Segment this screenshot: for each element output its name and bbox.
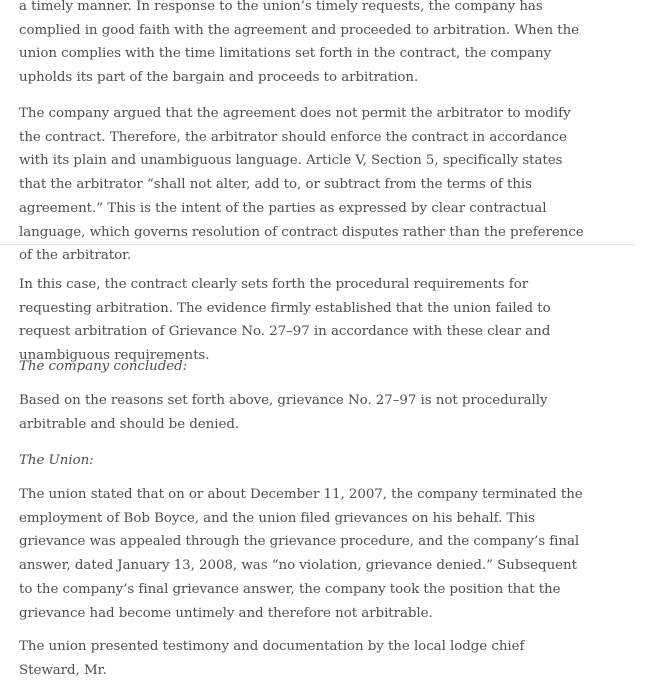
heading-union: The Union: (19, 453, 94, 468)
paragraph-company-compliance: a timely manner. In response to the union’s timely requests, the company has complied in good faith with the agreement and proceeded to arbitration. When the union complies with the time limitations set forth in the contract, the company upholds its part of the bargain and proceeds to arbitration. (19, 0, 580, 86)
paragraph-union-testimony: The union presented testimony and documentation by the local lodge chief Steward, Mr. (19, 639, 525, 678)
paragraph-union-statement: The union stated that on or about December 11, 2007, the company terminated the employment of Bob Boyce, and the union filed grievances on his behalf. This grievance was appealed through the grievance procedure, and the company’s final answer, dated January 13, 2008, was “no violation, grievance denied.” Subsequent to the company’s final grievance answer, the company took the position that the grievance had become untimely and therefore not arbitrable. (19, 487, 583, 621)
heading-company-concluded: The company concluded: (19, 359, 188, 374)
page-divider (0, 244, 635, 245)
paragraph-procedural-requirements: In this case, the contract clearly sets forth the procedural requirements for requesting arbitration. The evidence firmly established that the union failed to request arbitration of Grievance No. 27–97 in accordance with these clear and unambiguous requirements. (19, 277, 551, 364)
paragraph-company-conclusion: Based on the reasons set forth above, grievance No. 27–97 is not procedurally arbitrable and should be denied. (19, 393, 548, 432)
paragraph-company-argument: The company argued that the agreement does not permit the arbitrator to modify the contract. Therefore, the arbitrator should enforce the contract in accordance with its plain and unambiguous language. Article V, Section 5, specifically states that the arbitrator “shall not alter, add to, or subtract from the terms of this agreement.” This is the intent of the parties as expressed by clear contractual language, which governs resolution of contract disputes rather than the preference of the arbitrator. (19, 106, 584, 264)
